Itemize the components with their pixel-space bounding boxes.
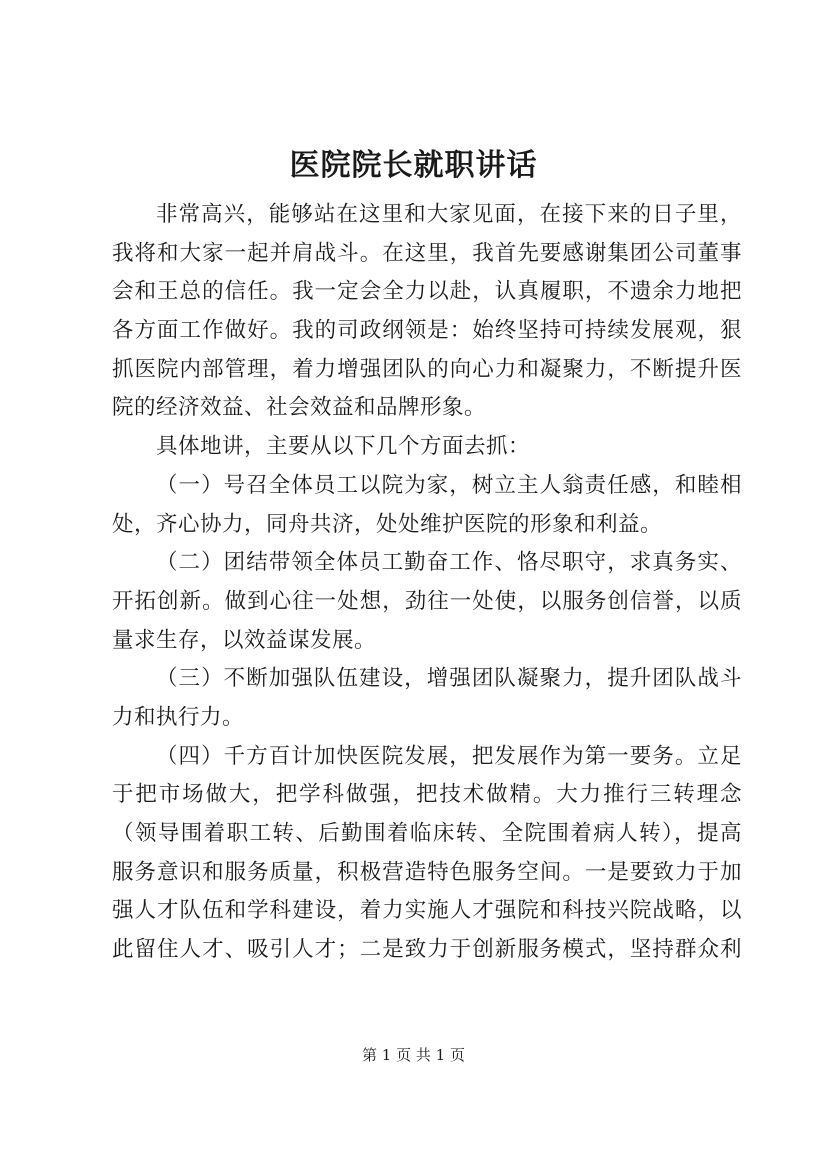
text-line: 我将和大家一起并肩战斗。在这里，我首先要感谢集团公司董事 — [112, 240, 742, 266]
text-line: 于把市场做大，把学科做强，把技术做精。大力推行三转理念 — [112, 782, 742, 808]
text-line: 院的经济效益、社会效益和品牌形象。 — [112, 395, 487, 421]
page-number: 第 1 页 共 1 页 — [362, 1046, 465, 1064]
text-line: 具体地讲，主要从以下几个方面去抓： — [156, 434, 531, 460]
text-line: 服务意识和服务质量，积极营造特色服务空间。一是要致力于加 — [112, 859, 742, 885]
text-line: 各方面工作做好。我的司政纲领是：始终坚持可持续发展观，狠 — [112, 318, 742, 344]
text-line: （四）千方百计加快医院发展，把发展作为第一要务。立足 — [156, 743, 742, 769]
text-line: 量求生存，以效益谋发展。 — [112, 627, 377, 653]
text-line: 此留住人才、吸引人才；二是致力于创新服务模式，坚持群众利 — [112, 937, 742, 963]
text-line: （三）不断加强队伍建设，增强团队凝聚力，提升团队战斗 — [156, 666, 742, 692]
text-line: 非常高兴，能够站在这里和大家见面，在接下来的日子里， — [156, 202, 742, 227]
text-line: 强人才队伍和学科建设，着力实施人才强院和科技兴院战略，以 — [112, 898, 742, 924]
document-body — [112, 196, 742, 970]
text-line: 处，齐心协力，同舟共济，处处维护医院的形象和利益。 — [112, 511, 663, 537]
text-line: 力和执行力。 — [112, 704, 245, 730]
text-line: 开拓创新。做到心往一处想，劲往一处使，以服务创信誉，以质 — [112, 588, 742, 614]
text-line: 抓医院内部管理，着力增强团队的向心力和凝聚力，不断提升医 — [112, 356, 742, 382]
document-title: 医院院长就职讲话 — [289, 148, 538, 183]
text-line: 会和王总的信任。我一定会全力以赴，认真履职，不遗余力地把 — [112, 279, 742, 305]
text-line: （领导围着职工转、后勤围着临床转、全院围着病人转），提高 — [112, 821, 742, 846]
text-line: （一）号召全体员工以院为家，树立主人翁责任感，和睦相 — [156, 472, 742, 498]
text-line: （二）团结带领全体员工勤奋工作、恪尽职守，求真务实、 — [156, 550, 742, 576]
page-footer — [0, 1045, 827, 1065]
